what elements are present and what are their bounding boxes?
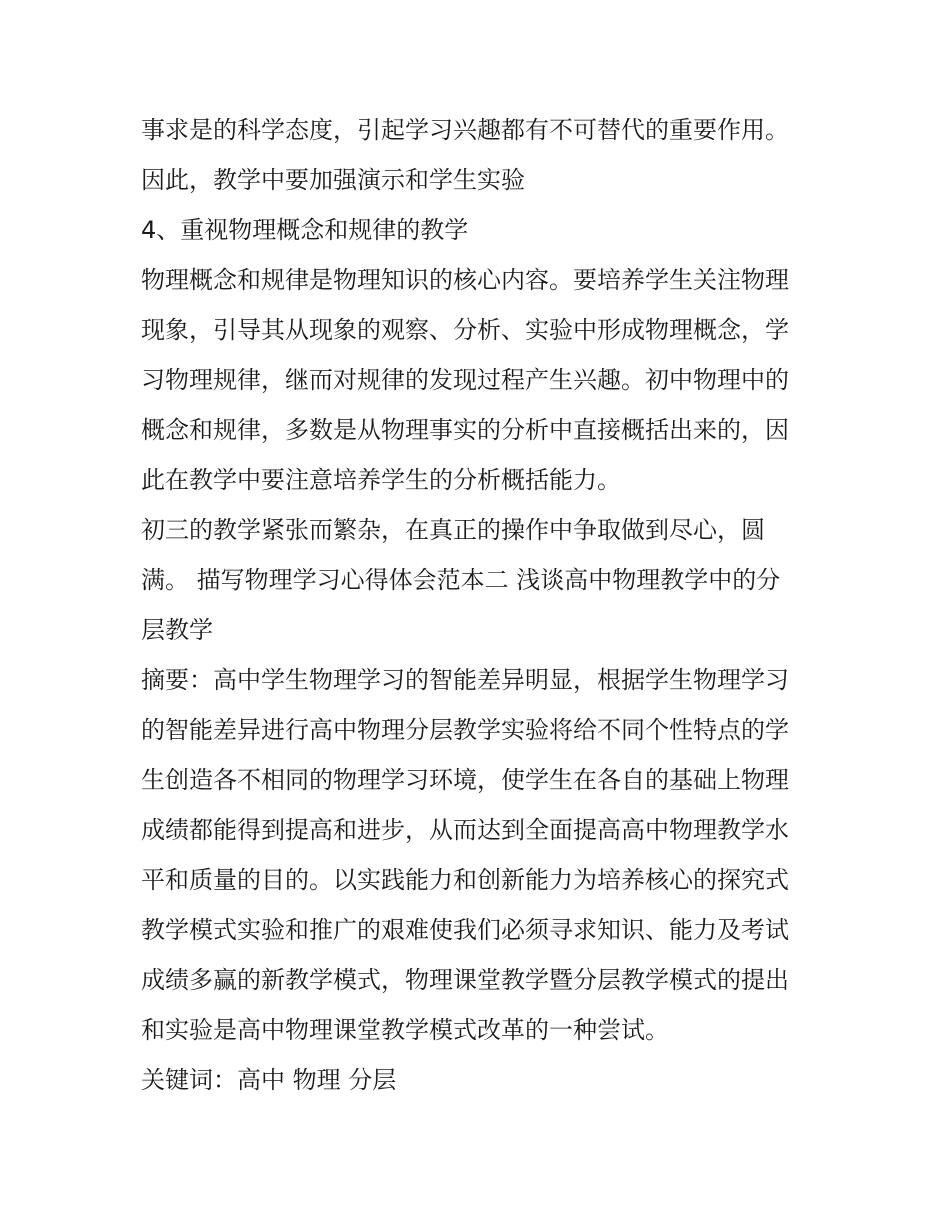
abstract-line: 平和质量的目的。以实践能力和创新能力为培养核心的探究式 xyxy=(141,866,789,894)
abstract-line: 成绩都能得到提高和进步，从而达到全面提高高中物理教学水 xyxy=(141,816,789,844)
text-line: 习物理规律，继而对规律的发现过程产生兴趣。初中物理中的 xyxy=(141,366,789,394)
text-line: 初三的教学紧张而繁杂，在真正的操作中争取做到尽心，圆 xyxy=(141,516,765,544)
abstract-line: 和实验是高中物理课堂教学模式改革的一种尝试。 xyxy=(141,1016,669,1044)
section-heading: 4、重视物理概念和规律的教学 xyxy=(141,216,469,244)
text-line: 事求是的科学态度，引起学习兴趣都有不可替代的重要作用。 xyxy=(141,116,789,144)
keywords-line: 关键词：高中 物理 分层 xyxy=(141,1066,397,1094)
abstract-line: 的智能差异进行高中物理分层教学实验将给不同个性特点的学 xyxy=(141,716,789,744)
text-line: 此在教学中要注意培养学生的分析概括能力。 xyxy=(141,466,621,494)
abstract-line: 生创造各不相同的物理学习环境，使学生在各自的基础上物理 xyxy=(141,766,789,794)
text-line: 层教学 xyxy=(141,616,213,644)
abstract-line: 教学模式实验和推广的艰难使我们必须寻求知识、能力及考试 xyxy=(141,916,789,944)
abstract-line: 成绩多赢的新教学模式，物理课堂教学暨分层教学模式的提出 xyxy=(141,966,789,994)
text-line: 物理概念和规律是物理知识的核心内容。要培养学生关注物理 xyxy=(141,266,789,294)
document-body xyxy=(141,105,821,1105)
text-line: 现象，引导其从现象的观察、分析、实验中形成物理概念，学 xyxy=(141,316,789,344)
text-line: 概念和规律，多数是从物理事实的分析中直接概括出来的，因 xyxy=(141,416,789,444)
abstract-line: 摘要：高中学生物理学习的智能差异明显，根据学生物理学习 xyxy=(141,666,789,694)
text-line: 满。 描写物理学习心得体会范本二 浅谈高中物理教学中的分 xyxy=(141,566,781,594)
text-line: 因此，教学中要加强演示和学生实验 xyxy=(141,166,525,194)
